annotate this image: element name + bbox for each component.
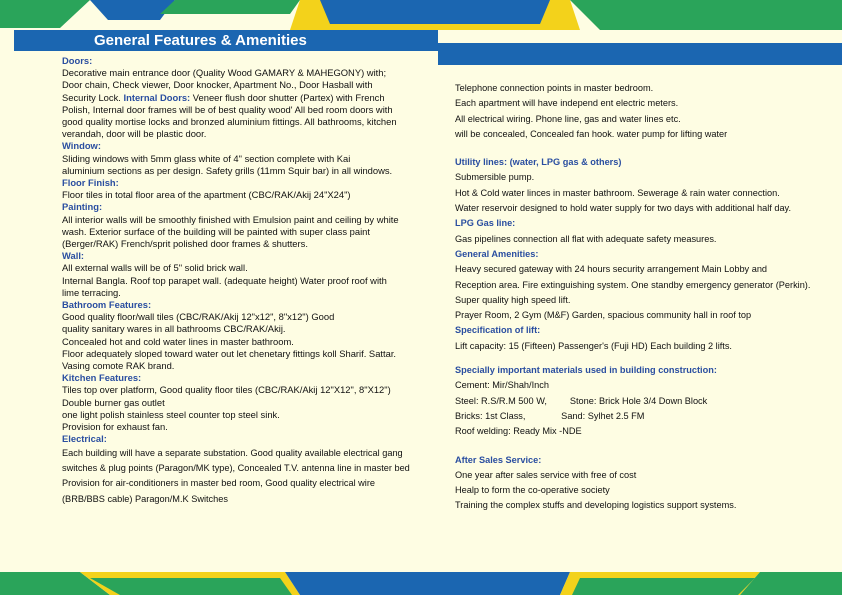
window-heading: Window:	[62, 140, 101, 152]
bottom-right-inner-green	[572, 578, 755, 595]
kitchen-text: Provision for exhaust fan.	[62, 421, 168, 433]
electrical-text: switches & plug points (Paragon/MK type), Concealed T.V. antenna line in master bed	[62, 462, 410, 473]
aftersales-text: One year after sales service with free of cost	[455, 469, 637, 480]
right-header-bar	[438, 43, 842, 65]
utility-text: Submersible pump.	[455, 172, 535, 183]
painting-heading: Painting:	[62, 201, 103, 213]
lift-heading: Specification of lift:	[455, 325, 541, 336]
page-title: General Features & Amenities	[94, 32, 307, 49]
right-column	[455, 81, 837, 514]
electrical-continued-text: Telephone connection points in master bedroom.	[455, 83, 654, 93]
doors-text: Door chain, Check viewer, Door knocker, Apartment No., Door Hasball with	[62, 79, 373, 91]
materials-text: Cement: Mir/Shah/Inch	[455, 380, 549, 391]
electrical-text: (BRB/BBS cable) Paragon/M.K Switches	[62, 493, 228, 504]
bathroom-text: quality sanitary wares in all bathrooms CBC/RAK/Akij.	[62, 323, 286, 335]
floor-text: Floor tiles in total floor area of the apartment (CBC/RAK/Akij 24"X24")	[62, 189, 351, 201]
top-left-blue-stripe	[90, 0, 175, 20]
electrical-text: Provision for air-conditioners in master bed room, Good quality electrical wire	[62, 478, 376, 489]
utility-text: Hot & Cold water linces in master bathroom. Sewerage & rain water connection.	[455, 187, 780, 198]
aftersales-text: Healp to form the co-operative society	[455, 485, 610, 496]
amenities-text: Reception area. Fire extinguishing system. One standby emergency generator (Perkin).	[455, 279, 811, 290]
internal-doors-text: Veneer flush door shutter (Partex) with French	[192, 91, 385, 103]
kitchen-text: Tiles top over platform, Good quality floor tiles (CBC/RAK/Akij 12"X12", 8"X12")	[62, 384, 391, 396]
utility-heading: Utility lines: (water, LPG gas & others)	[455, 157, 622, 168]
aftersales-heading: After Sales Service:	[455, 454, 542, 465]
utility-text: Water reservoir designed to hold water supply for two days with additional half day.	[455, 203, 792, 214]
internal-doors-text: Polish, Internal door frames will be of best quality wood' All bed room doors with	[62, 103, 393, 115]
wall-text: Internal Bangla. Roof top parapet wall. (adequate height) Water proof roof with	[62, 274, 387, 286]
doors-heading: Doors:	[62, 55, 93, 66]
lift-text: Lift capacity: 15 (Fifteen) Passenger's (Fuji HD) Each building 2 lifts.	[455, 340, 732, 351]
aftersales-text: Training the complex stuffs and developing logistics support systems.	[455, 500, 737, 511]
electrical-continued-text: All electrical wiring. Phone line, gas and water lines etc.	[455, 113, 681, 124]
bathroom-heading: Bathroom Features:	[62, 299, 152, 311]
internal-doors-text: verandah, door will be plastic door.	[62, 128, 207, 140]
amenities-text: Prayer Room, 2 Gym (M&F) Garden, spacious community hall in roof top	[455, 310, 752, 321]
bathroom-text: Floor adequately sloped toward water out let chenetary fittings koll Sharif. Sattar.	[62, 347, 397, 359]
bottom-left-inner-green	[90, 578, 292, 595]
amenities-text: Heavy secured gateway with 24 hours security arrangement Main Lobby and	[455, 264, 768, 275]
bottom-blue-band	[285, 572, 570, 595]
doors-text-end: Security Lock.	[62, 91, 121, 103]
top-right-green-stripe	[570, 0, 842, 30]
materials-text: Roof welding: Ready Mix -NDE	[455, 426, 582, 437]
painting-text: (Berger/RAK) French/sprit polished door frames & shutters.	[62, 238, 308, 250]
internal-doors-heading: Internal Doors:	[123, 91, 191, 103]
lpg-text: Gas pipelines connection all flat with adequate safety measures.	[455, 233, 717, 244]
kitchen-text: one light polish stainless steel counter top steel sink.	[62, 408, 280, 420]
electrical-heading: Electrical:	[62, 433, 107, 445]
doors-text	[62, 92, 434, 104]
floor-heading: Floor Finish:	[62, 177, 119, 189]
electrical-continued-text: Each apartment will have independ ent electric meters.	[455, 98, 679, 109]
bathroom-text: Vasing comote RAK brand.	[62, 360, 175, 372]
amenities-text: Super quality high speed lift.	[455, 294, 571, 305]
top-green-stripe	[160, 0, 300, 14]
top-left-green-stripe	[0, 0, 90, 28]
lpg-heading: LPG Gas line:	[455, 218, 516, 229]
wall-heading: Wall:	[62, 250, 85, 262]
internal-doors-text: good quality mortise locks and bronzed aluminium fittings. All bathrooms, kitchen	[62, 116, 397, 128]
bathroom-text: Concealed hot and cold water lines in master bathroom.	[62, 335, 294, 347]
painting-text: wash. Exterior surface of the building will be painted with super class paint	[62, 225, 370, 237]
wall-text: lime terracing.	[62, 286, 121, 298]
amenities-heading: General Amenities:	[455, 248, 539, 259]
top-blue-band	[320, 0, 550, 24]
window-text: aluminium sections as per design. Safety grills (11mm Squir bar) in all windows.	[62, 164, 393, 176]
left-column	[62, 55, 434, 507]
kitchen-heading: Kitchen Features:	[62, 372, 142, 384]
materials-text: Steel: R.S/R.M 500 W, Stone: Brick Hole 3/4 Down Block	[455, 395, 708, 406]
wall-text: All external walls will be of 5" solid brick wall.	[62, 262, 248, 274]
kitchen-text: Double burner gas outlet	[62, 396, 165, 408]
electrical-continued-text: will be concealed, Concealed fan hook. water pump for lifting water	[455, 128, 728, 139]
doors-text: Decorative main entrance door (Quality Wood GAMARY & MAHEGONY) with;	[62, 67, 387, 79]
painting-text: All interior walls will be smoothly finished with Emulsion paint and ceiling by white	[62, 213, 399, 225]
section-title-bar	[14, 30, 438, 51]
bathroom-text: Good quality floor/wall tiles (CBC/RAK/Akij 12"x12", 8"x12") Good	[62, 311, 335, 323]
materials-heading: Specially important materials used in building construction:	[455, 365, 717, 376]
materials-text: Bricks: 1st Class, Sand: Sylhet 2.5 FM	[455, 410, 645, 421]
window-text: Sliding windows with 5mm glass white of 4" section complete with Kai	[62, 152, 351, 164]
electrical-text: Each building will have a separate substation. Good quality available electrical gang	[62, 447, 403, 458]
